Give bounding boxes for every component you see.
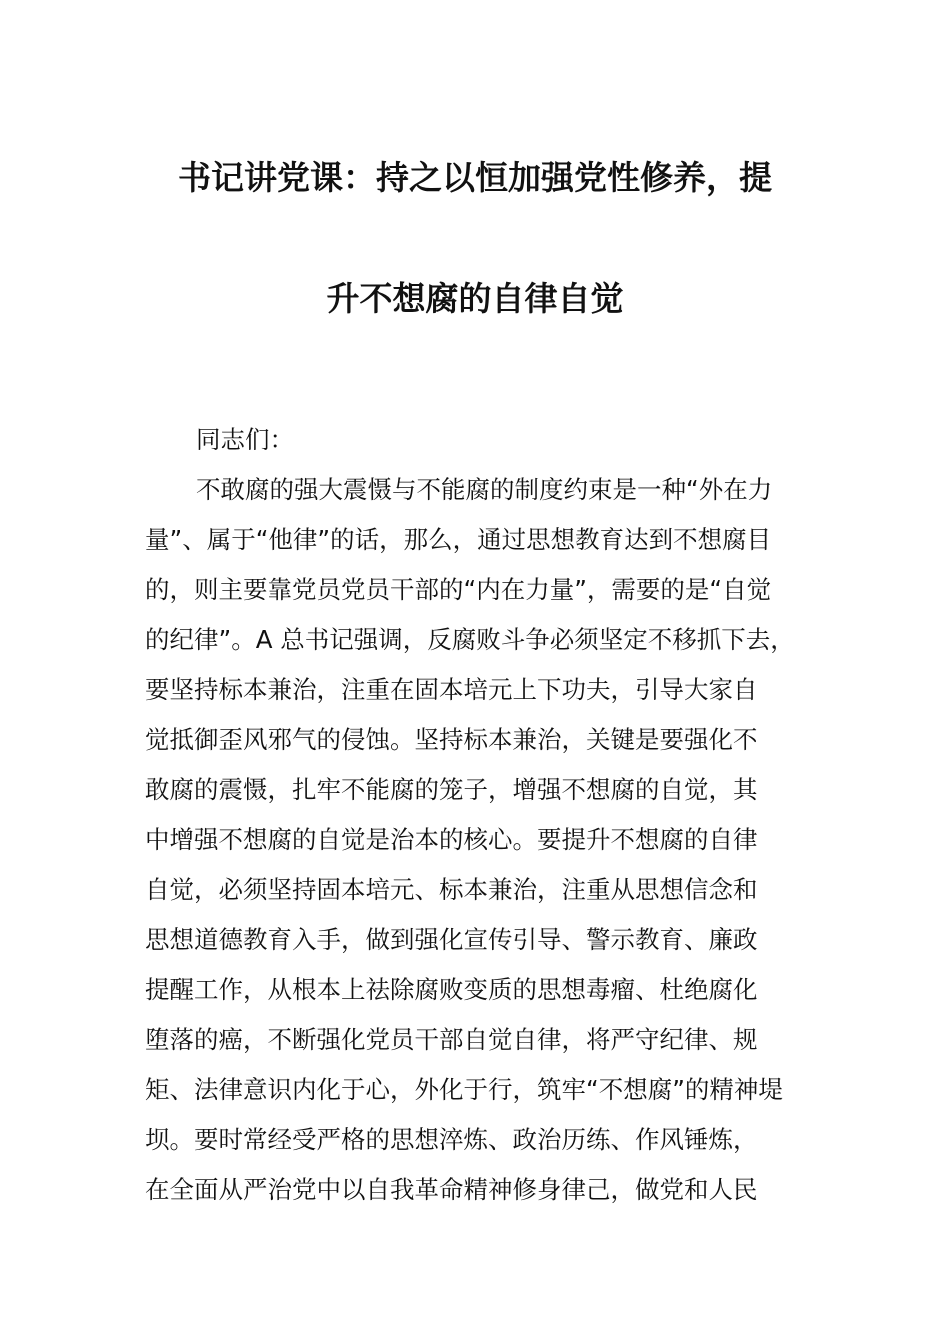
body-line: 中增强不想腐的自觉是治本的核心。要提升不想腐的自律 [145, 825, 758, 854]
body-line: 不敢腐的强大震慑与不能腐的制度约束是一种“外在力 [196, 475, 773, 504]
body-line: 的，则主要靠党员党员干部的“内在力量”，需要的是“自觉 [145, 575, 772, 604]
body-line: 堕落的癌，不断强化党员干部自觉自律，将严守纪律、规 [145, 1025, 758, 1054]
body-line: 觉抵御歪风邪气的侵蚀。坚持标本兼治，关键是要强化不 [145, 725, 758, 754]
document-title-line-1: 书记讲党课：持之以恒加强党性修养，提 [178, 158, 772, 197]
body-line: 坝。要时常经受严格的思想淬炼、政治历练、作风锤炼， [145, 1125, 758, 1154]
body-line: 要坚持标本兼治，注重在固本培元上下功夫，引导大家自 [145, 675, 758, 704]
body-line: 敢腐的震慑，扎牢不能腐的笼子，增强不想腐的自觉，其 [145, 775, 758, 804]
body-line: 在全面从严治党中以自我革命精神修身律己，做党和人民 [145, 1175, 758, 1204]
document-title-line-2: 升不想腐的自律自觉 [326, 279, 624, 318]
body-line: 提醒工作，从根本上祛除腐败变质的思想毒瘤、杜绝腐化 [145, 975, 758, 1004]
body-line: 自觉，必须坚持固本培元、标本兼治，注重从思想信念和 [145, 875, 758, 904]
body-line: 量”、属于“他律”的话，那么，通过思想教育达到不想腐目 [145, 525, 772, 554]
body-line: 思想道德教育入手，做到强化宣传引导、警示教育、廉政 [145, 925, 758, 954]
body-line: 的纪律”。A 总书记强调，反腐败斗争必须坚定不移抓下去， [145, 625, 795, 654]
body-line: 矩、法律意识内化于心，外化于行，筑牢“不想腐”的精神堤 [145, 1075, 783, 1104]
greeting-text: 同志们： [196, 425, 294, 454]
